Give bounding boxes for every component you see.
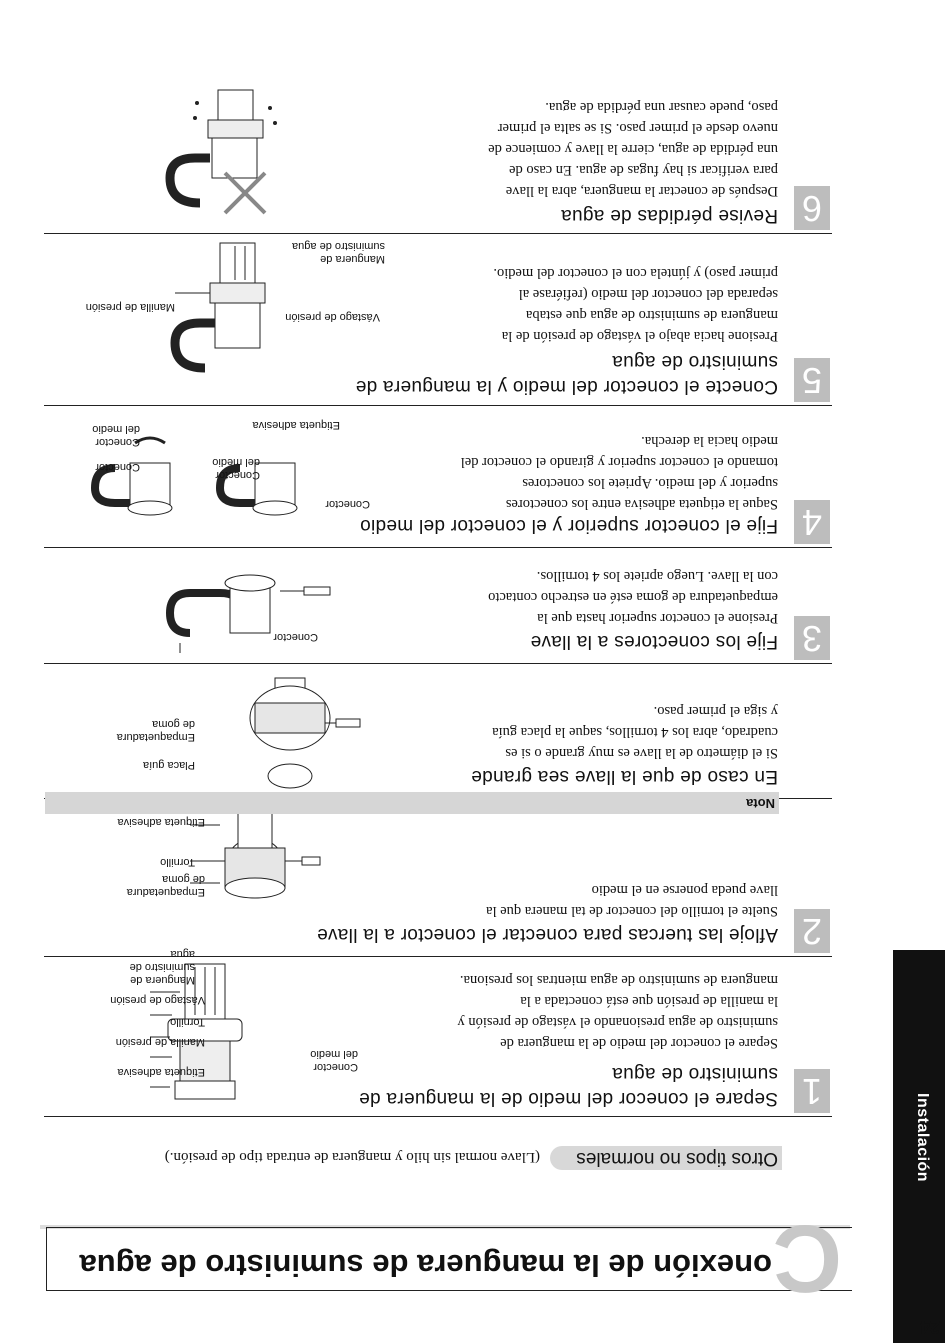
- step-3-body: Presione el conector superior hasta que la empaquetadura de goma esté en estrecho contacto con la llave. Luego apriete los 4 tornillos.: [488, 568, 778, 626]
- label-conector-medio: Conector del medio: [310, 1048, 358, 1073]
- label-manguera-5: Manguera de suministro de agua: [292, 240, 385, 265]
- label-etiqueta-adhesiva: Etiqueta adhesiva: [117, 1066, 205, 1078]
- step-6-heading: Revise pérdidas de agua: [560, 205, 778, 226]
- step-2-number: 2: [794, 909, 830, 953]
- step-5-heading: Conecte el conector del medio y la manguera de suministro de agua: [355, 351, 778, 397]
- step-2-heading: Afloje las tuercas para conectar el conector a la llave: [316, 924, 778, 945]
- step-4-heading: Fije el conector superior y el conector del medio: [359, 515, 778, 536]
- label-placa-guia: Placa guía: [143, 759, 195, 771]
- label-empaquetadura-2: Empaquetadura de goma: [116, 718, 195, 743]
- step-3-number: 3: [794, 616, 830, 660]
- nota-body: Si el diámetro de la llave es muy grande o si es cuadrado, abra los 4 tornillos, saque la placa guía y siga el primer paso.: [492, 703, 778, 761]
- step-5-number: 5: [794, 358, 830, 402]
- section-tab: [893, 950, 945, 1343]
- rule-step-5: [44, 405, 832, 406]
- label-etiqueta-adhesiva-4: Etiqueta adhesiva: [252, 419, 340, 431]
- page-number: 24: [919, 1317, 940, 1337]
- label-tornillo: Tornillo: [170, 1016, 205, 1028]
- step-4-number: 4: [794, 500, 830, 544]
- nota-heading: En caso de que la llave sea grande: [470, 766, 778, 787]
- label-conector-medio-4b: Conector del medio: [92, 423, 140, 448]
- nota-illustration: [210, 668, 340, 788]
- rule-step-3: [44, 663, 832, 664]
- title-initial: C: [772, 1205, 842, 1312]
- label-tornillo-2: Tornillo: [160, 856, 195, 868]
- step-6-body: Después de conectar la manguera, abra la llave para verificar si hay fugas de agua. En caso de una pérdida de agua, cierre la llave y comience de nuevo desde el primer paso. Si se salta el primer paso, puede causar una pérdida de agua.: [488, 99, 778, 199]
- subtitle-note: (Llave normal sin hilo y manguera de entrada tipo de presión.): [164, 1149, 540, 1165]
- step-1-heading: Separe el conecor del medio de la manguera de suministro de agua: [358, 1063, 778, 1109]
- step-6-number: 6: [794, 186, 830, 230]
- section-tab-label: Instalación: [914, 1093, 931, 1183]
- label-vastago-presion: Vástago de presión: [110, 994, 205, 1006]
- step-5-body: Presione hacia abajo el vástago de presión de la manguera de suministro de agua que estaba separada del conector del medio (refiérase al primer paso) y júntela con el conector del medio.: [493, 265, 778, 344]
- step-5-illustration: [135, 238, 285, 398]
- step-6-illustration: [135, 83, 285, 233]
- rule-step-1: [44, 1116, 832, 1117]
- label-conector-medio-4a: Conector del medio: [212, 456, 260, 481]
- label-etiqueta-adhesiva-2: Etiqueta adhesiva: [117, 816, 205, 828]
- label-conector-3: Conector: [273, 631, 318, 643]
- rule-step-6: [44, 233, 832, 234]
- nota-bar: [45, 792, 779, 814]
- step-3-heading: Fije los conectores a la llave: [530, 631, 778, 652]
- label-empaquetadura: Empaquetadura de goma: [126, 873, 205, 898]
- rule-step-4: [44, 547, 832, 548]
- label-manilla-presion: Manilla de presión: [115, 1036, 205, 1048]
- label-vastago-presion-5: Vástago de presión: [285, 311, 380, 323]
- step-1-number: 1: [794, 1069, 830, 1113]
- label-manilla-presion-5: Manilla de presión: [85, 301, 175, 313]
- subtitle-label: Otros tipos no normales: [576, 1148, 778, 1169]
- step-2-body: Suelte el tornillo del conector de tal manera que la llave pueda ponerse en el medio: [486, 882, 778, 919]
- label-conector-4: Conector: [325, 498, 370, 510]
- page-title: onexión de la manguera de suministro de agua: [79, 1248, 772, 1283]
- label-conector-4b: Conector: [95, 461, 140, 473]
- label-manguera: Manguera de suministro de agua: [129, 948, 195, 986]
- step-1-body: Separe el conector del medio de la manguera de suministro de agua presionando el vástago de presión y la manilla de presión que está conectada a la manguera de suministro de agua mientras los presiona.: [457, 972, 778, 1051]
- nota-label: Nota: [746, 796, 775, 811]
- step-4-body: Saque la etiqueta adhesiva entre los conectores superior y del medio. Apriete los conectores tomando el conector superior y girando el conector del medio hacia la derecha.: [460, 433, 778, 512]
